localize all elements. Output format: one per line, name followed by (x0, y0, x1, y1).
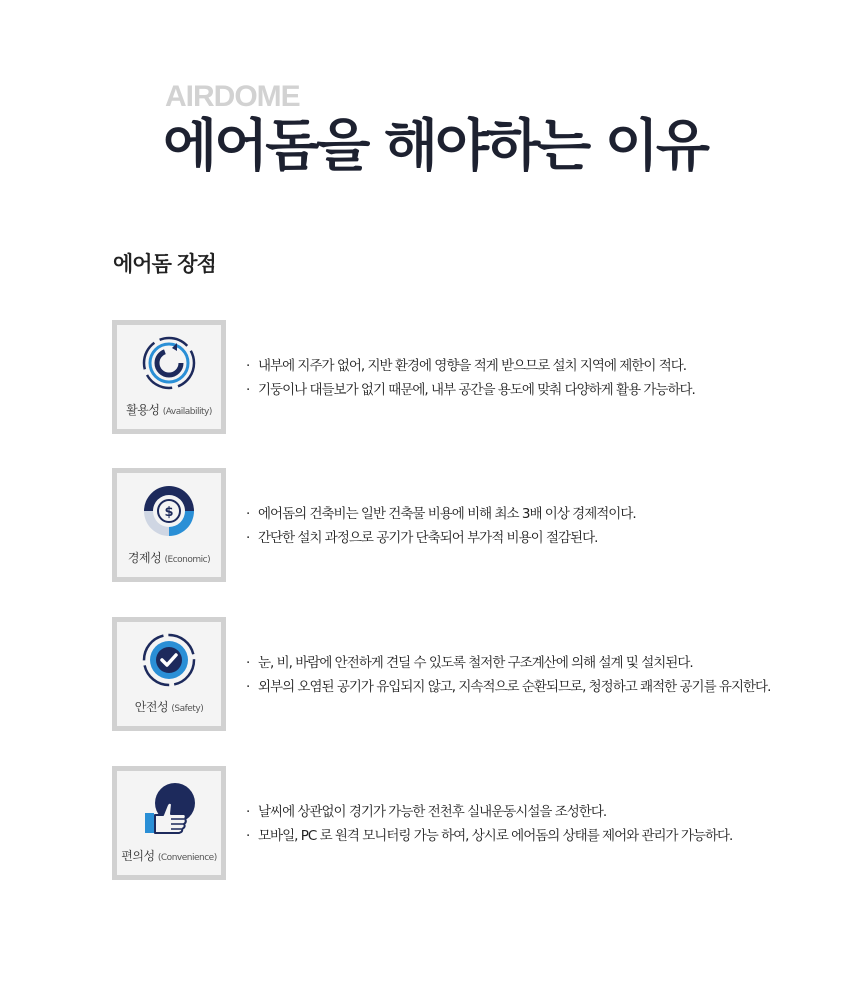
feature-sublabel: (Safety) (171, 704, 204, 714)
feature-availability (112, 320, 832, 436)
rotation-icon (141, 335, 197, 391)
bullet-item: · 날씨에 상관없이 경기가 가능한 전천후 실내운동시설을 조성한다. (246, 800, 732, 824)
bullet-item: · 간단한 설치 과정으로 공기가 단축되어 부가적 비용이 절감된다. (246, 526, 636, 550)
dollar-chart-icon (141, 483, 197, 539)
feature-card (112, 320, 226, 434)
eyebrow-label: AIRDOME (165, 80, 300, 113)
page-title: 에어돔을 해야하는 이유 (163, 114, 707, 179)
bullet-item: · 에어돔의 건축비는 일반 건축물 비용에 비해 최소 3배 이상 경제적이다. (246, 502, 636, 526)
checkmark-shield-icon (141, 632, 197, 688)
bullet-item: · 눈, 비, 바람에 안전하게 견딜 수 있도록 철저한 구조계산에 의해 설계 및 설치된다. (246, 651, 770, 675)
feature-card (112, 617, 226, 731)
feature-convenience (112, 766, 832, 882)
feature-bullets (246, 502, 636, 550)
feature-card (112, 468, 226, 582)
feature-sublabel: (Convenience) (157, 853, 217, 863)
bullet-item: · 기둥이나 대들보가 없기 때문에, 내부 공간을 용도에 맞춰 다양하게 활용 가능하다. (246, 378, 695, 402)
feature-safety (112, 617, 832, 733)
feature-label: 안전성 (134, 700, 169, 714)
thumbs-up-icon (141, 781, 197, 837)
feature-bullets (246, 354, 695, 402)
feature-sublabel: (Availability) (162, 407, 212, 417)
feature-label: 경제성 (127, 551, 162, 565)
feature-label: 편의성 (121, 849, 155, 863)
bullet-item: · 모바일, PC 로 원격 모니터링 가능 하여, 상시로 에어돔의 상태를 제어와 관리가 가능하다. (246, 824, 732, 848)
feature-sublabel: (Economic) (164, 555, 211, 565)
feature-bullets (246, 800, 732, 848)
feature-label: 활용성 (126, 403, 160, 417)
feature-economic (112, 468, 832, 584)
bullet-item: · 내부에 지주가 없어, 지반 환경에 영향을 적게 받으므로 설치 지역에 제한이 적다. (246, 354, 695, 378)
svg-text:$: $ (164, 505, 174, 520)
feature-bullets (246, 651, 770, 699)
bullet-item: · 외부의 오염된 공기가 유입되지 않고, 지속적으로 순환되므로, 청정하고 쾌적한 공기를 유지한다. (246, 675, 770, 699)
section-title: 에어돔 장점 (113, 252, 216, 276)
feature-card (112, 766, 226, 880)
